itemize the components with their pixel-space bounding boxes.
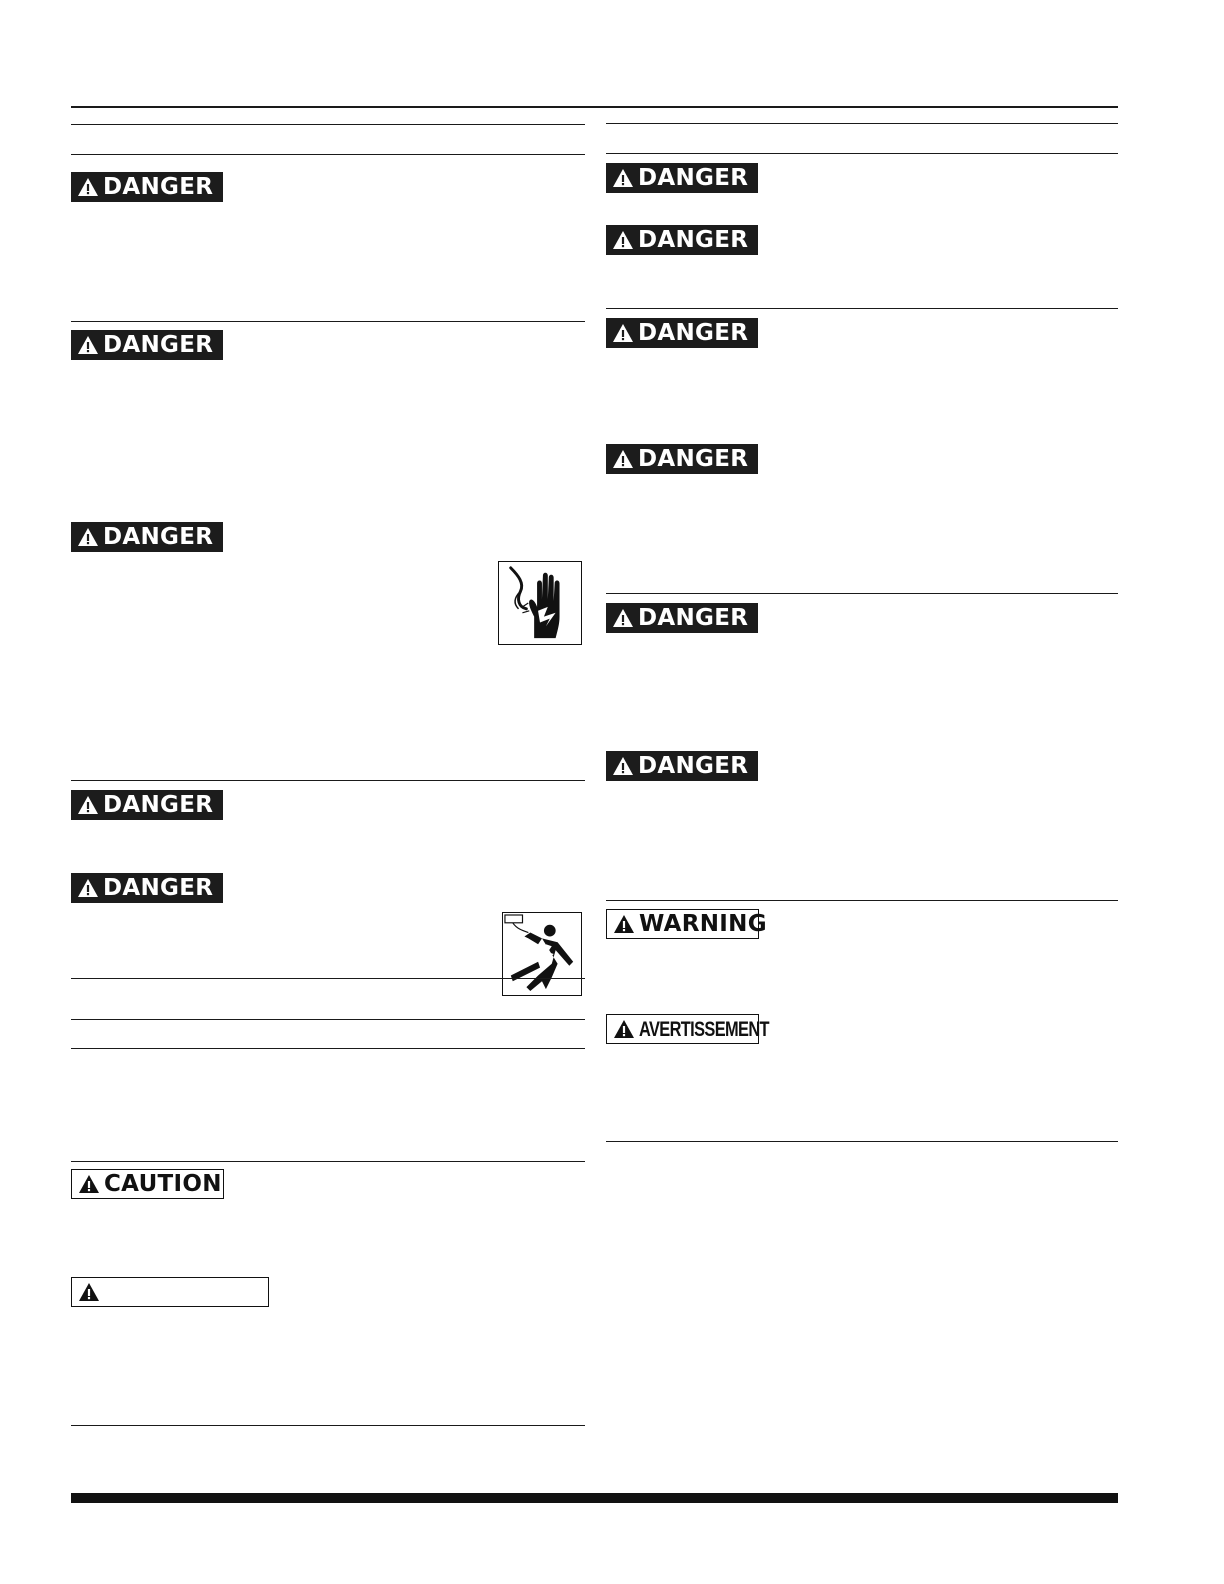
danger-label-text: DANGER [103, 523, 214, 550]
left-section-rule [71, 1425, 585, 1426]
warning-triangle-icon [613, 914, 635, 934]
warning-triangle-icon [612, 230, 634, 250]
warning-triangle-icon [77, 878, 99, 898]
electrocution-person-icon [502, 912, 582, 996]
warning-triangle-icon [612, 168, 634, 188]
footer-bar [71, 1493, 1118, 1503]
warning-triangle-icon [612, 608, 634, 628]
warning-triangle-icon [77, 335, 99, 355]
avertissement-label [606, 1014, 769, 1044]
warning-triangle-icon [78, 1282, 100, 1302]
left-section-rule [71, 124, 585, 125]
top-rule [71, 106, 1118, 108]
warning-triangle-icon [77, 177, 99, 197]
left-section-rule [71, 780, 585, 781]
danger-label-text: DANGER [638, 752, 749, 779]
danger-label [606, 163, 758, 193]
danger-label [606, 225, 758, 255]
warning-triangle-icon [613, 1019, 635, 1039]
danger-label [606, 318, 758, 348]
right-section-rule [606, 308, 1118, 309]
danger-label [606, 444, 758, 474]
danger-label-text: DANGER [638, 319, 749, 346]
warning-triangle-icon [77, 795, 99, 815]
left-section-rule [71, 154, 585, 155]
blank-hazard-label [71, 1277, 269, 1307]
right-section-rule [606, 900, 1118, 901]
caution-label-text: CAUTION [104, 1170, 222, 1197]
danger-label-text: DANGER [638, 226, 749, 253]
danger-label [71, 790, 223, 820]
electric-shock-hand-icon [498, 561, 582, 645]
warning-label [606, 909, 767, 939]
right-section-rule [606, 593, 1118, 594]
danger-label [71, 873, 223, 903]
warning-triangle-icon [612, 449, 634, 469]
right-section-rule [606, 123, 1118, 124]
danger-label [71, 172, 223, 202]
danger-label-text: DANGER [638, 604, 749, 631]
right-section-rule [606, 1141, 1118, 1142]
danger-label-text: DANGER [103, 791, 214, 818]
warning-triangle-icon [612, 756, 634, 776]
danger-label-text: DANGER [103, 874, 214, 901]
danger-label [606, 751, 758, 781]
danger-label-text: DANGER [103, 173, 214, 200]
left-section-rule [71, 1019, 585, 1020]
warning-label-text: WARNING [639, 910, 767, 937]
avertissement-label-text: AVERTISSEMENT [639, 1017, 769, 1041]
left-section-rule [71, 978, 585, 979]
danger-label-text: DANGER [103, 331, 214, 358]
danger-label [606, 603, 758, 633]
danger-label [71, 330, 223, 360]
left-section-rule [71, 1161, 585, 1162]
warning-triangle-icon [77, 527, 99, 547]
right-section-rule [606, 153, 1118, 154]
warning-triangle-icon [612, 323, 634, 343]
left-section-rule [71, 1048, 585, 1049]
danger-label-text: DANGER [638, 164, 749, 191]
left-section-rule [71, 321, 585, 322]
danger-label [71, 522, 223, 552]
danger-label-text: DANGER [638, 445, 749, 472]
caution-label [71, 1169, 224, 1199]
warning-triangle-icon [78, 1174, 100, 1194]
